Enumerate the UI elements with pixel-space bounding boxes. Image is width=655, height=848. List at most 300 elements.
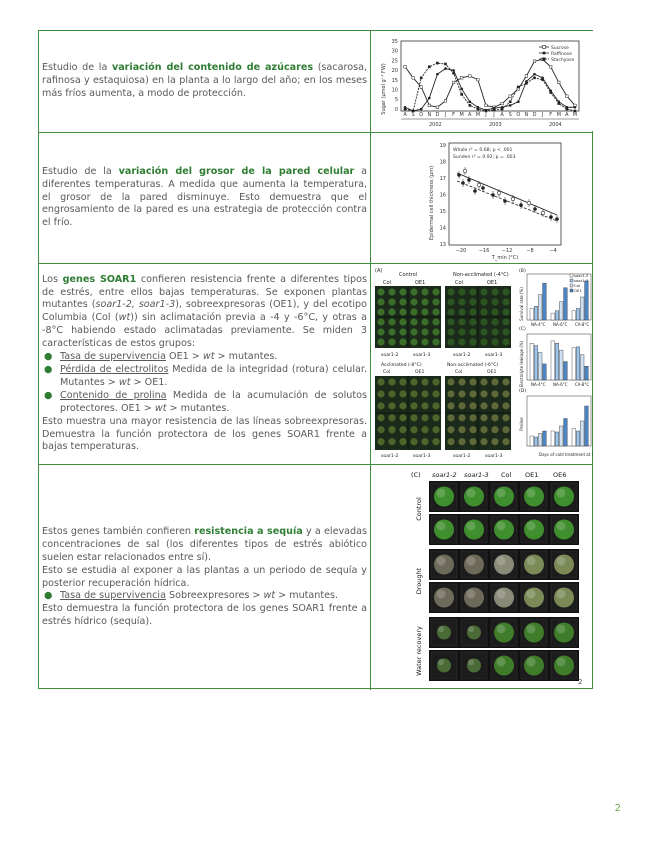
plant-spot bbox=[432, 426, 439, 433]
y-tick-label: 5 bbox=[394, 97, 398, 104]
plant-spot bbox=[469, 288, 476, 295]
plant-spot bbox=[491, 402, 498, 409]
plant-spot bbox=[447, 438, 454, 445]
sugar-chart-figure bbox=[371, 31, 592, 132]
plant-spot bbox=[421, 298, 428, 305]
stachyose-point bbox=[541, 78, 544, 81]
plant-spot bbox=[377, 378, 384, 385]
bullet-item: ● Pérdida de electrolitos Medida de la integridad (rotura) celular. Mutantes > wt > OE1. bbox=[44, 364, 367, 388]
plant bbox=[494, 520, 514, 540]
bullet-item: ● Tasa de supervivencia OE1 > wt > mutantes. bbox=[44, 351, 278, 363]
sucrose-point bbox=[468, 75, 471, 78]
data-point bbox=[481, 186, 485, 190]
bar bbox=[551, 431, 555, 446]
annotation-whole: Whole r² = 0.68; p < .001 bbox=[453, 148, 513, 153]
plant-spot bbox=[377, 338, 384, 345]
plant-spot bbox=[432, 390, 439, 397]
stachyose-point bbox=[509, 100, 512, 103]
bar bbox=[543, 364, 547, 380]
svg-text:Stachyose: Stachyose bbox=[551, 58, 575, 63]
svg-text:Drought: Drought bbox=[415, 567, 423, 595]
svg-text:OE1: OE1 bbox=[574, 288, 582, 293]
y-tick-label: 30 bbox=[391, 48, 398, 55]
plant-spot bbox=[447, 426, 454, 433]
plant-spot bbox=[502, 438, 509, 445]
plant-spot bbox=[491, 378, 498, 385]
svg-text:NA-4°C: NA-4°C bbox=[531, 382, 546, 387]
y-tick-label: 20 bbox=[391, 68, 398, 75]
plant-spot bbox=[491, 438, 498, 445]
y-tick-label: 15 bbox=[391, 77, 398, 84]
plant-spot bbox=[410, 308, 417, 315]
x-tick-label: A bbox=[403, 112, 407, 118]
plant-spot bbox=[410, 402, 417, 409]
svg-text:Non-acclimated (-6°C): Non-acclimated (-6°C) bbox=[447, 363, 499, 368]
bar bbox=[580, 297, 584, 320]
plant-spot bbox=[399, 298, 406, 305]
plant-spot bbox=[491, 338, 498, 345]
svg-text:Col: Col bbox=[383, 370, 391, 375]
bar bbox=[572, 311, 576, 320]
stachyose-point bbox=[420, 77, 423, 80]
svg-text:2004: 2004 bbox=[549, 122, 562, 128]
plant-spot bbox=[447, 402, 454, 409]
x-tick-label: O bbox=[419, 112, 424, 118]
plant-spot bbox=[410, 438, 417, 445]
svg-text:soar1-3: soar1-3 bbox=[574, 278, 589, 283]
row-sugars bbox=[39, 31, 592, 133]
plant-spot bbox=[410, 298, 417, 305]
plant-spot bbox=[502, 378, 509, 385]
plant-spot bbox=[399, 426, 406, 433]
plant-spot bbox=[447, 288, 454, 295]
data-point bbox=[541, 211, 545, 215]
plant bbox=[434, 555, 454, 575]
stachyose-point bbox=[428, 65, 431, 68]
plant-spot bbox=[491, 288, 498, 295]
y-tick-label: 15 bbox=[439, 209, 446, 215]
svg-text:Sucrose: Sucrose bbox=[551, 46, 569, 51]
plant-spot bbox=[410, 378, 417, 385]
sucrose-point bbox=[525, 75, 528, 78]
svg-text:Raffinose: Raffinose bbox=[551, 52, 572, 57]
svg-text:soar1-3: soar1-3 bbox=[485, 454, 503, 459]
svg-text:soar1-2: soar1-2 bbox=[381, 454, 399, 459]
svg-text:(C): (C) bbox=[411, 471, 421, 479]
plant bbox=[554, 487, 574, 507]
y-tick-label: 18 bbox=[439, 159, 446, 166]
plant-spot bbox=[399, 288, 406, 295]
plant-spot bbox=[502, 402, 509, 409]
plant-spot bbox=[458, 378, 465, 385]
plant-spot bbox=[421, 318, 428, 325]
data-point bbox=[477, 183, 481, 187]
plant-spot bbox=[432, 414, 439, 421]
page-number: 2 bbox=[614, 803, 621, 814]
x-tick-label: J bbox=[541, 112, 544, 118]
plant-spot bbox=[410, 328, 417, 335]
plant-spot bbox=[447, 414, 454, 421]
plant bbox=[494, 588, 514, 608]
plant bbox=[494, 487, 514, 507]
sucrose-point bbox=[485, 104, 488, 107]
plant-spot bbox=[377, 390, 384, 397]
plant-spot bbox=[432, 318, 439, 325]
annotation-sunden: Sunden r² = 0.92; p = .003 bbox=[453, 155, 516, 160]
highlight: variación del grosor de la pared celular bbox=[118, 165, 355, 177]
sucrose-point bbox=[444, 100, 447, 103]
y-tick-label: 16 bbox=[439, 192, 446, 199]
y-tick-label: 17 bbox=[439, 176, 446, 182]
svg-text:Electrolyte leakage (%): Electrolyte leakage (%) bbox=[519, 340, 524, 388]
plant-spot bbox=[377, 328, 384, 335]
bar bbox=[572, 429, 576, 447]
plant-spot bbox=[377, 318, 384, 325]
svg-text:(B): (B) bbox=[519, 269, 526, 274]
stachyose-point bbox=[525, 82, 528, 85]
drought-photo-figure bbox=[371, 465, 592, 690]
plant-spot bbox=[432, 328, 439, 335]
sucrose-point bbox=[509, 95, 512, 98]
plant-spot bbox=[421, 426, 428, 433]
plant-spot bbox=[377, 414, 384, 421]
plant-spot bbox=[458, 402, 465, 409]
svg-text:soar1-2: soar1-2 bbox=[381, 353, 399, 358]
plant-spot bbox=[410, 318, 417, 325]
svg-text:Col: Col bbox=[501, 471, 512, 479]
plant-spot bbox=[447, 308, 454, 315]
raffinose-point bbox=[517, 100, 520, 103]
x-tick-label: M bbox=[572, 112, 578, 118]
bar bbox=[559, 302, 563, 320]
svg-text:OE1: OE1 bbox=[415, 280, 426, 286]
plant-spot bbox=[480, 378, 487, 385]
plant bbox=[464, 555, 484, 575]
plant-spot bbox=[399, 438, 406, 445]
bar bbox=[572, 348, 576, 380]
plant-spot bbox=[432, 308, 439, 315]
data-point bbox=[497, 191, 501, 195]
row-soar1-cold bbox=[39, 264, 592, 465]
bar bbox=[530, 343, 534, 380]
plant-spot bbox=[377, 426, 384, 433]
row-cell-wall bbox=[39, 133, 592, 264]
plant bbox=[434, 487, 454, 507]
svg-text:CA-8°C: CA-8°C bbox=[575, 382, 590, 387]
svg-text:OE1: OE1 bbox=[525, 471, 539, 479]
plant bbox=[464, 487, 484, 507]
bar bbox=[576, 309, 580, 321]
stachyose-point bbox=[468, 104, 471, 107]
plant-spot bbox=[388, 390, 395, 397]
plant-spot bbox=[399, 318, 406, 325]
data-point bbox=[461, 181, 465, 185]
svg-text:soar1-2: soar1-2 bbox=[453, 353, 471, 358]
plant-spot bbox=[410, 426, 417, 433]
plant-spot bbox=[491, 390, 498, 397]
plant-spot bbox=[377, 308, 384, 315]
cell-wall-chart-figure bbox=[371, 133, 592, 263]
x-tick-label: A bbox=[565, 112, 569, 118]
sucrose-point bbox=[428, 104, 431, 107]
plant bbox=[524, 656, 544, 676]
data-point bbox=[491, 193, 495, 197]
plant-spot bbox=[447, 328, 454, 335]
data-point bbox=[463, 169, 467, 173]
svg-text:Col: Col bbox=[455, 370, 463, 375]
plant-spot bbox=[377, 298, 384, 305]
raffinose-point bbox=[428, 97, 431, 100]
chart-ylabel: Sugar (µmol g⁻¹ FW) bbox=[381, 63, 387, 115]
plant-spot bbox=[480, 426, 487, 433]
plant-spot bbox=[377, 438, 384, 445]
plant bbox=[554, 555, 574, 575]
bar bbox=[580, 355, 584, 380]
sucrose-point bbox=[501, 102, 504, 105]
x-tick-label: F bbox=[452, 112, 456, 118]
plant-spot bbox=[388, 338, 395, 345]
sucrose-point bbox=[477, 78, 480, 81]
plant-spot bbox=[388, 328, 395, 335]
plant bbox=[494, 623, 514, 643]
x-tick-label: M bbox=[556, 112, 561, 118]
plant bbox=[524, 588, 544, 608]
plant-spot bbox=[480, 318, 487, 325]
plant bbox=[434, 520, 454, 540]
plant-spot bbox=[502, 414, 509, 421]
plant-spot bbox=[410, 390, 417, 397]
plant bbox=[524, 487, 544, 507]
stachyose-point bbox=[549, 91, 552, 94]
plant-spot bbox=[447, 318, 454, 325]
plant-spot bbox=[399, 338, 406, 345]
sucrose-point bbox=[436, 106, 439, 109]
x-tick-label: −20 bbox=[455, 248, 467, 254]
svg-text:NA-4°C: NA-4°C bbox=[531, 322, 546, 327]
svg-text:(A): (A) bbox=[375, 268, 383, 274]
svg-text:Survival rate (%): Survival rate (%) bbox=[519, 287, 524, 321]
plant-spot bbox=[399, 414, 406, 421]
x-tick-label: S bbox=[508, 112, 512, 118]
bar bbox=[585, 281, 589, 320]
stachyose-point bbox=[477, 108, 480, 111]
plant bbox=[524, 520, 544, 540]
x-tick-label: M bbox=[459, 112, 464, 118]
raffinose-point bbox=[460, 88, 463, 91]
stachyose-point bbox=[501, 108, 504, 111]
plant-spot bbox=[469, 378, 476, 385]
raffinose-point bbox=[533, 73, 536, 76]
x-tick-label: N bbox=[427, 112, 432, 118]
raffinose-point bbox=[509, 104, 512, 107]
svg-text:Control: Control bbox=[399, 272, 418, 278]
plant-spot bbox=[458, 338, 465, 345]
stachyose-point bbox=[460, 93, 463, 96]
bar bbox=[559, 426, 563, 446]
bar bbox=[585, 406, 589, 446]
svg-text:Acclimated (-8°C): Acclimated (-8°C) bbox=[381, 363, 422, 368]
x-tick-label: −4 bbox=[549, 248, 557, 254]
svg-text:NA-6°C: NA-6°C bbox=[553, 382, 568, 387]
plant-spot bbox=[480, 402, 487, 409]
x-tick-label: J bbox=[444, 112, 447, 118]
row-cell-wall-text: Estudio de la variación del grosor de la pared celular a diferentes temperaturas. A medida que aumenta la temperatura, el grosor de la pared disminuye. Esto demuestra que el engrosamiento de la pared es una estrategia de protección contra el frío. bbox=[39, 133, 371, 263]
data-point bbox=[511, 197, 515, 201]
svg-text:2002: 2002 bbox=[429, 122, 442, 128]
svg-text:soar1-3: soar1-3 bbox=[485, 353, 503, 358]
plant-spot bbox=[399, 308, 406, 315]
chart-ylabel: Epidermal cell thickness (µm) bbox=[429, 165, 435, 241]
raffinose-point bbox=[452, 69, 455, 72]
soar1-cold-figure bbox=[371, 264, 592, 464]
svg-text:soar1-2: soar1-2 bbox=[574, 273, 589, 278]
x-tick-label: A bbox=[500, 112, 504, 118]
plant-spot bbox=[432, 402, 439, 409]
svg-text:Col: Col bbox=[383, 280, 391, 286]
svg-text:soar1-2: soar1-2 bbox=[432, 471, 457, 479]
plant-spot bbox=[469, 308, 476, 315]
svg-text:(D): (D) bbox=[519, 389, 527, 394]
plant-spot bbox=[458, 318, 465, 325]
plant-spot bbox=[469, 426, 476, 433]
plant bbox=[554, 656, 574, 676]
plant-spot bbox=[421, 414, 428, 421]
plant-spot bbox=[502, 318, 509, 325]
plant bbox=[464, 520, 484, 540]
plant-spot bbox=[421, 288, 428, 295]
svg-text:Col: Col bbox=[574, 283, 581, 288]
plant-spot bbox=[469, 414, 476, 421]
plant-spot bbox=[447, 298, 454, 305]
plant-spot bbox=[502, 308, 509, 315]
svg-text:2003: 2003 bbox=[489, 122, 502, 128]
svg-text:OE6: OE6 bbox=[553, 471, 567, 479]
x-tick-label: −12 bbox=[501, 248, 513, 254]
plant-spot bbox=[432, 378, 439, 385]
plant-spot bbox=[421, 390, 428, 397]
stachyose-point bbox=[517, 86, 520, 89]
plant-spot bbox=[421, 328, 428, 335]
sucrose-point bbox=[412, 77, 415, 80]
sucrose-point bbox=[549, 65, 552, 68]
y-tick-label: 14 bbox=[439, 225, 446, 232]
plant-spot bbox=[432, 438, 439, 445]
stachyose-point bbox=[404, 108, 407, 111]
bar bbox=[530, 309, 534, 321]
plant bbox=[554, 623, 574, 643]
y-tick-label: 0 bbox=[394, 106, 398, 113]
plant-spot bbox=[458, 328, 465, 335]
bar bbox=[564, 288, 568, 320]
bar bbox=[580, 421, 584, 446]
plant bbox=[554, 588, 574, 608]
plant-spot bbox=[421, 378, 428, 385]
plant-spot bbox=[421, 308, 428, 315]
x-tick-label: −16 bbox=[478, 248, 490, 254]
highlight: resistencia a sequía bbox=[194, 525, 303, 537]
sucrose-point bbox=[452, 81, 455, 84]
plant-spot bbox=[469, 390, 476, 397]
stachyose-point bbox=[557, 102, 560, 105]
plant bbox=[524, 623, 544, 643]
svg-text:(C): (C) bbox=[519, 327, 526, 332]
plant-spot bbox=[388, 402, 395, 409]
plant-spot bbox=[388, 318, 395, 325]
plant-spot bbox=[480, 390, 487, 397]
data-point bbox=[555, 217, 559, 221]
plant-spot bbox=[410, 414, 417, 421]
bar bbox=[534, 437, 538, 446]
x-tick-label: J bbox=[493, 112, 495, 118]
plant-spot bbox=[399, 328, 406, 335]
plant-spot bbox=[469, 328, 476, 335]
svg-text:CA-8°C: CA-8°C bbox=[575, 322, 590, 327]
bullet-item: ● Tasa de supervivencia Sobreexpresores > wt > mutantes. bbox=[44, 590, 339, 602]
raffinose-point bbox=[468, 100, 471, 103]
plant bbox=[524, 555, 544, 575]
sucrose-point bbox=[533, 60, 536, 63]
highlight: variación del contenido de azúcares bbox=[111, 62, 314, 74]
svg-text:Days of cold treatment at 4°C: Days of cold treatment at 4°C bbox=[539, 452, 593, 457]
chart-xlabel: T_min (°C) bbox=[491, 255, 519, 261]
plant-spot bbox=[491, 426, 498, 433]
data-point bbox=[473, 189, 477, 193]
bar bbox=[585, 366, 589, 380]
bar bbox=[538, 295, 542, 320]
plant bbox=[494, 656, 514, 676]
plant-spot bbox=[502, 328, 509, 335]
row-soar1-cold-text: Los genes SOAR1 confieren resistencia frente a diferentes tipos de estrés, entre ellos bajas temperaturas. Se exponen plantas mutantes (soar1-2, soar1-3), sobreexpresoras (OE1), y del ecotipo Columbia (Col (wt)) sin aclimatación previa a -4 y -6°C, y otras a -8°C habiendo estado aclimatadas previamente. Se miden 3 características de estos grupos: ● Tasa de supervivencia OE1 > wt > mutantes. ● Pérdida de electrolitos Medida de la integridad (rotura) celular. Mutantes > wt > OE1. ● Contenido de prolina Medida de la acumulación de solutos protectores. OE1 > wt > mutantes. Esto muestra una mayor resistencia de las líneas sobreexpresoras. Demuestra la función protectora de los genes SOAR1 frente a bajas temperaturas. bbox=[39, 264, 371, 464]
plant-spot bbox=[421, 438, 428, 445]
plant-spot bbox=[502, 338, 509, 345]
plant-spot bbox=[458, 298, 465, 305]
svg-text:Non-acclimated (-4°C): Non-acclimated (-4°C) bbox=[453, 272, 509, 278]
plant-spot bbox=[480, 288, 487, 295]
plant-spot bbox=[388, 426, 395, 433]
plant-spot bbox=[458, 288, 465, 295]
bar bbox=[555, 343, 559, 380]
svg-text:NA-6°C: NA-6°C bbox=[553, 322, 568, 327]
plant-spot bbox=[480, 414, 487, 421]
plant-spot bbox=[447, 378, 454, 385]
plant-spot bbox=[458, 390, 465, 397]
plant-spot bbox=[480, 438, 487, 445]
plant-spot bbox=[388, 414, 395, 421]
raffinose-point bbox=[420, 108, 423, 111]
drought-photo bbox=[371, 465, 593, 688]
plant-spot bbox=[388, 308, 395, 315]
plant-spot bbox=[388, 288, 395, 295]
y-tick-label: 35 bbox=[391, 39, 398, 45]
plant-spot bbox=[421, 338, 428, 345]
plant-spot bbox=[388, 378, 395, 385]
plant-spot bbox=[399, 390, 406, 397]
plant bbox=[494, 555, 514, 575]
data-point bbox=[527, 201, 531, 205]
sucrose-point bbox=[404, 65, 407, 68]
y-tick-label: 10 bbox=[391, 87, 398, 94]
row-drought bbox=[39, 465, 592, 690]
plant-spot bbox=[377, 402, 384, 409]
plant-spot bbox=[410, 288, 417, 295]
bar bbox=[534, 346, 538, 381]
bar bbox=[534, 306, 538, 320]
plant-spot bbox=[502, 390, 509, 397]
x-tick-label: F bbox=[549, 112, 553, 118]
plant-spot bbox=[388, 298, 395, 305]
bar bbox=[551, 341, 555, 380]
y-tick-label: 13 bbox=[439, 242, 446, 248]
